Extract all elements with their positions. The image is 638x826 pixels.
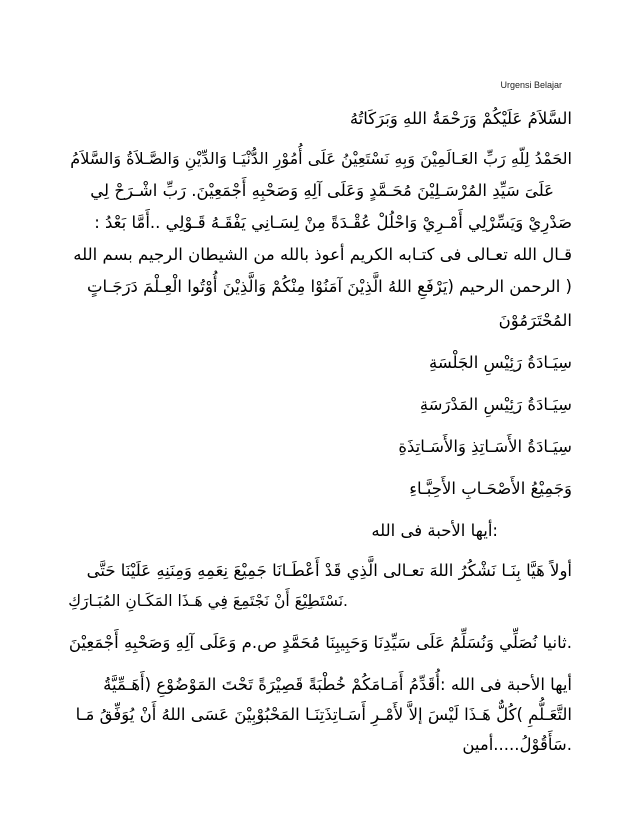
doa-line: صَدْرِيْ وَيَسِّرْلِي أَمْـرِيْ وَاحْلُلْ عُقْـدَةً مِنْ لِسَـانِي يَفْقَـهُ قَـوْلِي ..أَمَّا بَعْدُ :	[94, 213, 572, 232]
greeting-line: السَّلاَمُ عَلَيْكُمْ وَرَحْمَةُ اللهِ وَبَرَكَاتُهُ	[349, 109, 572, 128]
quran-verse-line: ( الرحمن الرحيم (يَرْفَعِ اللهُ الَّذِيْنَ آمَنُوْا مِنْكُمْ وَالَّذِيْنَ أُوْتُوا الْعِـلْمَ دَرَجَـاتٍ	[87, 277, 572, 296]
first-point-cont: .نَسْتَطِيْعَ أَنْ نَجْتَمِعَ فِي هَـذَا المَكَـانِ المُبَـارَكِ	[68, 592, 348, 610]
page-header: Urgensi Belajar	[500, 80, 562, 90]
document-body	[66, 108, 572, 756]
honorific-line: المُحْتَرَمُوْنَ	[498, 311, 572, 330]
topic-line: أيها الأحبة فى الله :أُقَدِّمُ أَمَـامَكُمْ خُطْبَةً قَصِيْرَةً تَحْتَ المَوْضُوْعِ (أَهَـمِّيَّةُ	[103, 675, 572, 694]
topic-cont-line: التَّعَـلُّمِ )كُلٌّ هَـذَا لَيْسَ إلاَّ لأَمْـرِ أَسَـاتِذَتِنَـا المَحْبُوْبِيْنَ عَسَى اللهُ أَنْ يُوَفِّقُ مَـا	[75, 705, 572, 724]
second-point-line: .ثانيا نُصَلِّي وَنُسَلِّمُ عَلَى سَيِّدِنَا وَحَبِيبِنَا مُحَمَّدٍ ص.م وَعَلَى آلِهِ وَصَحْبِهِ أَجْمَعِيْنَ	[68, 633, 572, 652]
quran-intro-line: قـال الله تعـالى فى كتـابه الكريم أعوذ بالله من الشيطان الرجيم بسم الله	[73, 245, 572, 264]
address-teachers: سِيَـادَةُ الأَسَـاتِذِ وَالأَسَـاتِذَةِ	[398, 437, 572, 456]
beloved-address-line: :أيها الأحبة فى الله	[371, 521, 498, 540]
address-principal: سِيَـادَةُ رَئِيْسِ المَدْرَسَةِ	[419, 395, 572, 414]
address-chairman: سِيَـادَةُ رَئِيْسِ الجَلْسَةِ	[428, 353, 572, 372]
shalawat-line: عَلَىَ سَيِّدِ المُرْسَـلِيْنَ مُحَـمَّدٍ وَعَلَى آلِهِ وَصَحْبِهِ أَجْمَعِيْنَ. رَبِّ اشْـرَحْ لِي	[90, 181, 554, 200]
hamdalah-line: الحَمْدُ لِلّهِ رَبِّ العَـالَمِيْنَ وَبِهِ نَسْتَعِيْنُ عَلَى أُمُوْرِ الدُّنْيَـا وَالدِّيْنِ وَالصَّـلاَةُ وَالسَّلاَمُ	[70, 149, 572, 168]
first-point-line: أولاً هَيَّا بِنَـا نَشْكُرُ اللهَ تعـالى الَّذِي قَدْ أَعْطَـانَا جَمِيْعَ نِعَمِهِ وَمِنَنِهِ عَلَيْنَا حَتَّى	[86, 561, 572, 580]
closing-line: .سَأَقُوْلُ.....أمين	[462, 735, 572, 754]
address-friends: وَجَمِيْعُ الأَصْحَـابِ الأَحِبَّـاءِ	[409, 479, 572, 498]
